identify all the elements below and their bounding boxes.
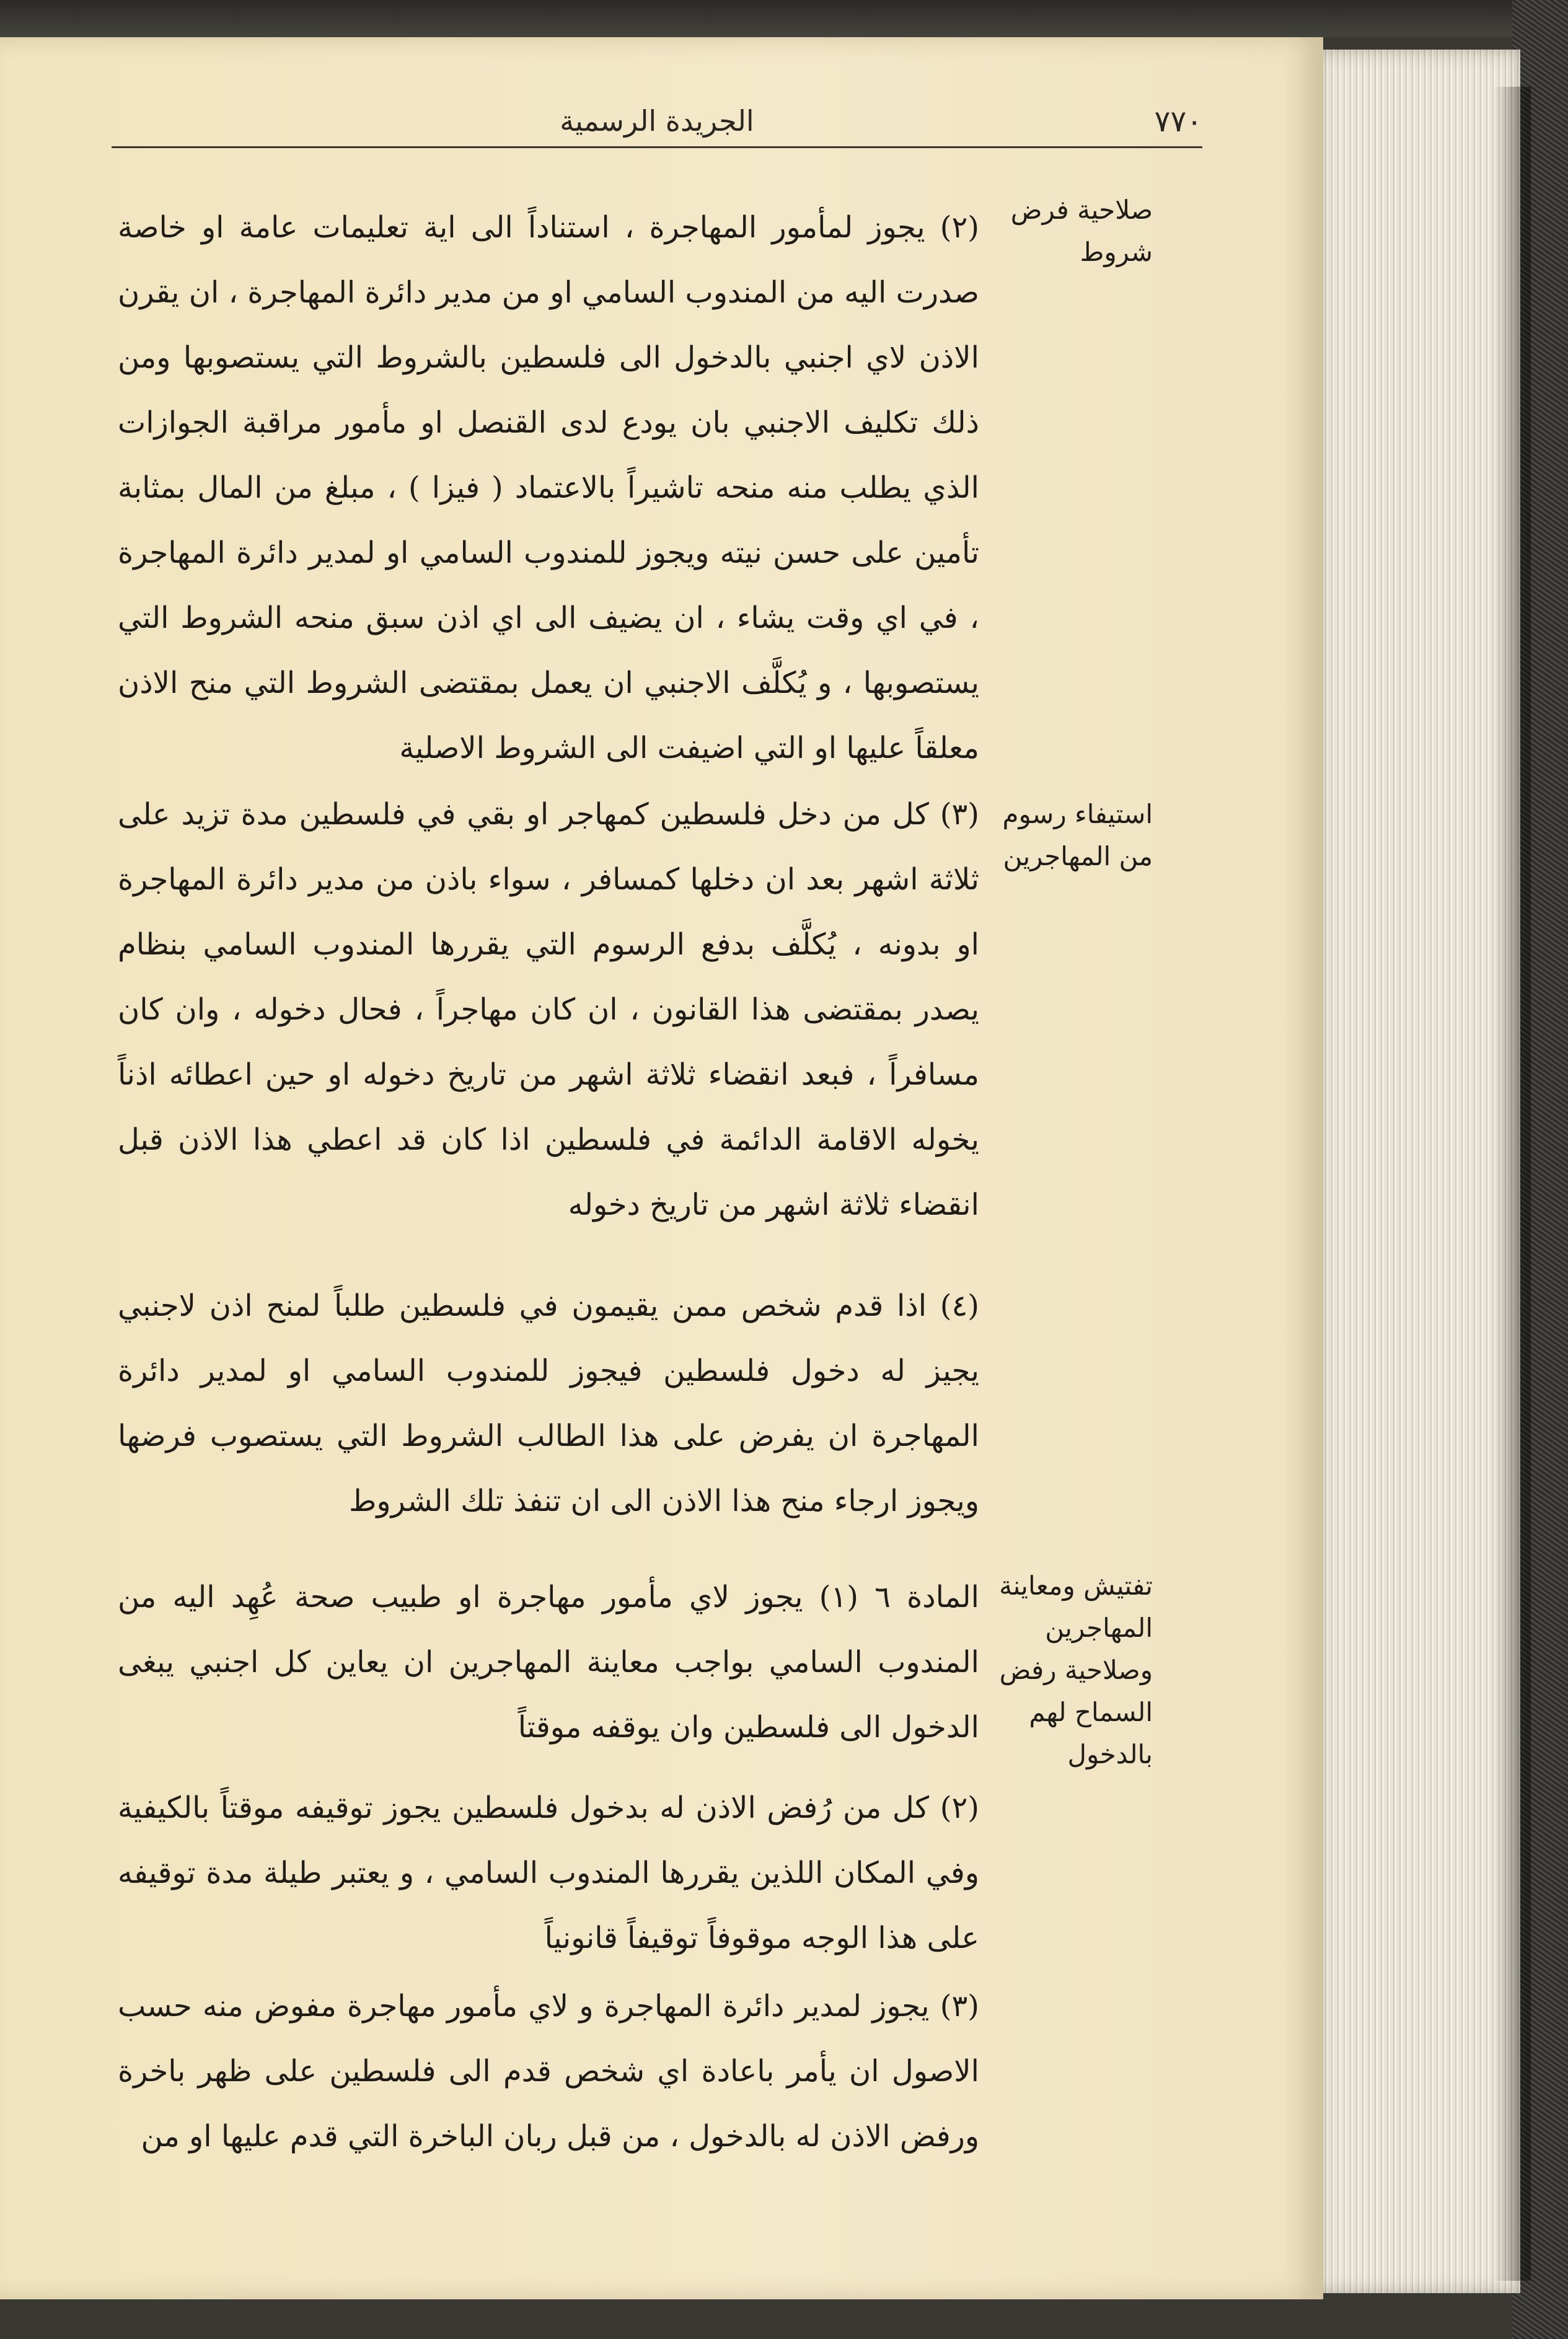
margin-note-conditions: صلاحية فرض شروط: [1010, 195, 1153, 267]
paragraph-2: [118, 195, 979, 781]
paragraph-text: (٢) كل من رُفض الاذن له بدخول فلسطين يجوز توقيفه موقتاً بالكيفية وفي المكان اللذين يقررها المندوب السامي ، و يعتبر طيلة مدة توقيفه على هذا الوجه موقوفاً توقيفاً قانونياً: [118, 1791, 979, 1955]
article-6-paragraph-2: [118, 1776, 979, 1971]
margin-note-fees: استيفاء رسوم من المهاجرين: [1002, 799, 1153, 871]
page-number: ٧٧٠: [1154, 104, 1202, 139]
paragraph-4: [118, 1274, 979, 1534]
paragraph-text: (٣) كل من دخل فلسطين كمهاجر او بقي في فلسطين مدة تزيد على ثلاثة اشهر بعد ان دخلها كمسافر ، سواء باذن من مدير دائرة المهاجرة او بدونه ، يُكلَّف بدفع الرسوم التي يقررها المندوب السامي بنظام يصدر بمقتضى هذا القانون ، ان كان مهاجراً ، فحال دخوله ، وان كان مسافراً ، فبعد انقضاء ثلاثة اشهر من تاريخ دخوله او حين اعطائه اذناً يخوله الاقامة الدائمة في فلسطين اذا كان قد اعطي هذا الاذن قبل انقضاء ثلاثة اشهر من تاريخ دخوله: [118, 797, 979, 1222]
paragraph-text: المادة ٦ (١) يجوز لاي مأمور مهاجرة او طبيب صحة عُهِد اليه من المندوب السامي بواجب معاينة المهاجرين ان يعاين كل اجنبي يبغى الدخول الى فلسطين وان يوقفه موقتاً: [118, 1580, 980, 1745]
article-6-paragraph-1: [118, 1565, 979, 1760]
paragraph-3: [118, 782, 979, 1238]
margin-note-inspection: تفتيش ومعاينة المهاجرين وصلاحية رفض السماح لهم بالدخول: [999, 1570, 1153, 1769]
paragraph-text: (٣) يجوز لمدير دائرة المهاجرة و لاي مأمور مهاجرة مفوض منه حسب الاصول ان يأمر باعادة اي شخص قدم الى فلسطين على ظهر باخرة ورفض الاذن له بالدخول ، من قبل ربان الباخرة التي قدم عليها او من: [118, 1989, 980, 2154]
book-cover-top: [0, 0, 1568, 37]
header-rule: [112, 146, 1202, 148]
article-6-paragraph-3: [118, 1974, 979, 2169]
paragraph-text: (٢) يجوز لمأمور المهاجرة ، استناداً الى اية تعليمات عامة او خاصة صدرت اليه من المندوب السامي او من مدير دائرة المهاجرة ، ان يقرن الاذن لاي اجنبي بالدخول الى فلسطين بالشروط التي يستصوبها ومن ذلك تكليف الاجنبي بان يودع لدى القنصل او مأمور مراقبة الجوازات الذي يطلب منه منحه تاشيراً بالاعتماد ( فيزا ) ، مبلغ من المال بمثابة تأمين على حسن نيته ويجوز للمندوب السامي او لمدير دائرة المهاجرة ، في اي وقت يشاء ، ان يضيف الى اي اذن سبق منحه الشروط التي يستصوبها ، و يُكلَّف الاجنبي ان يعمل بمقتضى الشروط التي منح الاذن معلقاً عليها او التي اضيفت الى الشروط الاصلية: [118, 210, 979, 765]
paragraph-text: (٤) اذا قدم شخص ممن يقيمون في فلسطين طلباً لمنح اذن لاجنبي يجيز له دخول فلسطين فيجوز للمندوب السامي او لمدير دائرة المهاجرة ان يفرض على هذا الطالب الشروط التي يستصوب فرضها ويجوز ارجاء منح هذا الاذن الى ان تنفذ تلك الشروط: [118, 1288, 979, 1518]
page-edges-shadow: [1494, 87, 1531, 2281]
page-header: [112, 104, 1202, 148]
page-edges: [1314, 50, 1520, 2293]
page-title: الجريدة الرسمية: [560, 104, 754, 138]
